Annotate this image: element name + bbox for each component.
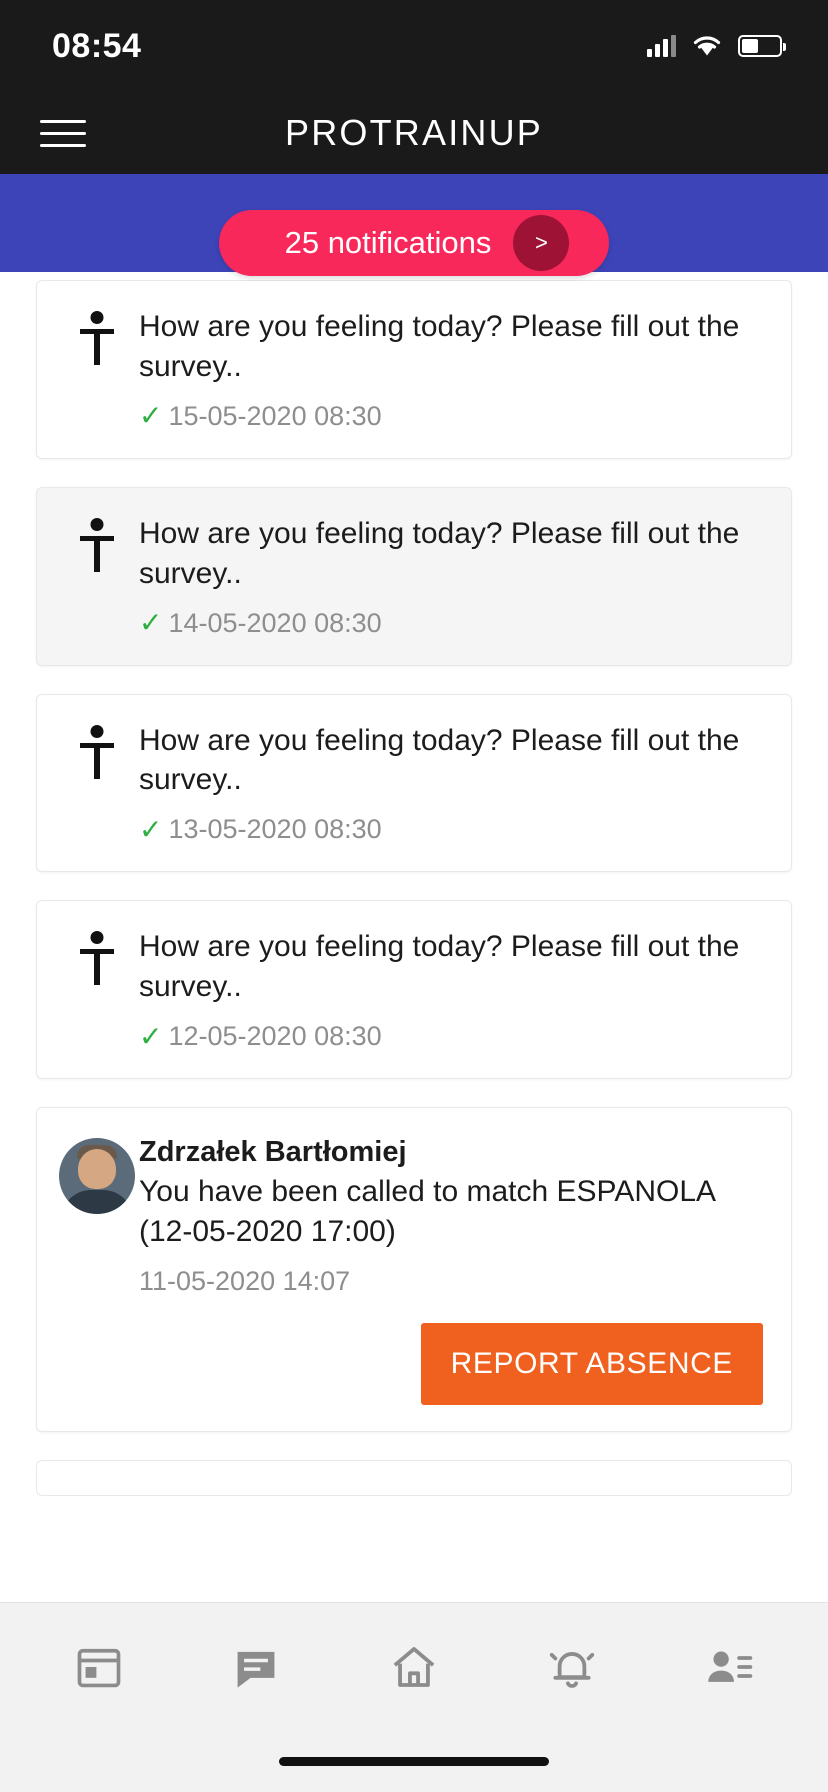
list-item-text: How are you feeling today? Please fill out the survey.. (139, 310, 740, 383)
home-indicator-area (0, 1730, 828, 1792)
notifications-count-label: 25 notifications (284, 225, 492, 260)
person-icon (61, 307, 133, 365)
notifications-pill-button[interactable] (219, 210, 609, 276)
list-item-body (133, 514, 763, 639)
match-call-sender: Zdrzałek Bartłomiej (139, 1136, 407, 1169)
match-call-item[interactable] (36, 1107, 792, 1431)
check-icon: ✓ (139, 1020, 163, 1052)
hamburger-menu-icon[interactable] (40, 120, 86, 147)
list-item-body (133, 307, 763, 432)
list-item-timestamp: 14-05-2020 08:30 (168, 607, 382, 638)
check-icon: ✓ (139, 607, 163, 639)
list-item-time-row (139, 401, 763, 432)
wifi-icon (690, 31, 724, 62)
list-item-text: How are you feeling today? Please fill out the survey.. (139, 930, 740, 1004)
notifications-banner (0, 174, 828, 272)
list-item[interactable] (36, 900, 792, 1079)
chat-icon (230, 1641, 282, 1693)
list-item-body (133, 721, 763, 846)
list-item-timestamp: 13-05-2020 08:30 (168, 814, 382, 845)
check-icon: ✓ (139, 813, 163, 845)
match-call-body (133, 1134, 763, 1404)
list-item-timestamp: 12-05-2020 08:30 (168, 1021, 382, 1052)
check-icon: ✓ (139, 400, 163, 432)
notifications-feed[interactable] (0, 272, 828, 1602)
match-call-timestamp: 11-05-2020 14:07 (139, 1265, 351, 1296)
list-item-partial[interactable] (36, 1460, 792, 1496)
nav-contacts[interactable] (674, 1603, 784, 1730)
list-item-time-row (139, 814, 763, 845)
battery-icon (738, 35, 782, 57)
avatar (61, 1134, 133, 1214)
person-icon (61, 927, 133, 985)
app-bar (0, 92, 828, 174)
list-item-time-row (139, 1021, 763, 1052)
nav-home[interactable] (359, 1603, 469, 1730)
bottom-nav (0, 1602, 828, 1730)
status-time: 08:54 (52, 26, 142, 65)
signal-bars-icon (647, 35, 676, 57)
status-bar (0, 0, 828, 92)
nav-messages[interactable] (201, 1603, 311, 1730)
chevron-right-icon[interactable]: > (513, 215, 569, 271)
home-indicator[interactable] (279, 1757, 549, 1766)
list-item[interactable] (36, 487, 792, 666)
list-item[interactable] (36, 694, 792, 873)
home-icon (387, 1640, 441, 1694)
list-item-time-row (139, 608, 763, 639)
list-item-text: How are you feeling today? Please fill out the survey.. (139, 516, 740, 590)
list-item[interactable] (36, 280, 792, 459)
report-absence-button[interactable]: REPORT ABSENCE (421, 1323, 763, 1405)
calendar-icon (73, 1641, 125, 1693)
match-call-actions (139, 1323, 763, 1405)
person-icon (61, 514, 133, 572)
list-item-text: How are you feeling today? Please fill out the survey.. (139, 723, 740, 797)
status-icons (647, 31, 782, 62)
list-item-body (133, 927, 763, 1052)
person-icon (61, 721, 133, 779)
bell-icon (545, 1640, 599, 1694)
page-title: PROTRAINUP (284, 112, 544, 153)
nav-calendar[interactable] (44, 1603, 154, 1730)
nav-notifications[interactable] (517, 1603, 627, 1730)
match-call-text: You have been called to match ESPANOLA (12-05-2020 17:00) (139, 1174, 715, 1248)
contacts-icon (702, 1640, 756, 1694)
list-item-timestamp: 15-05-2020 08:30 (168, 400, 382, 431)
